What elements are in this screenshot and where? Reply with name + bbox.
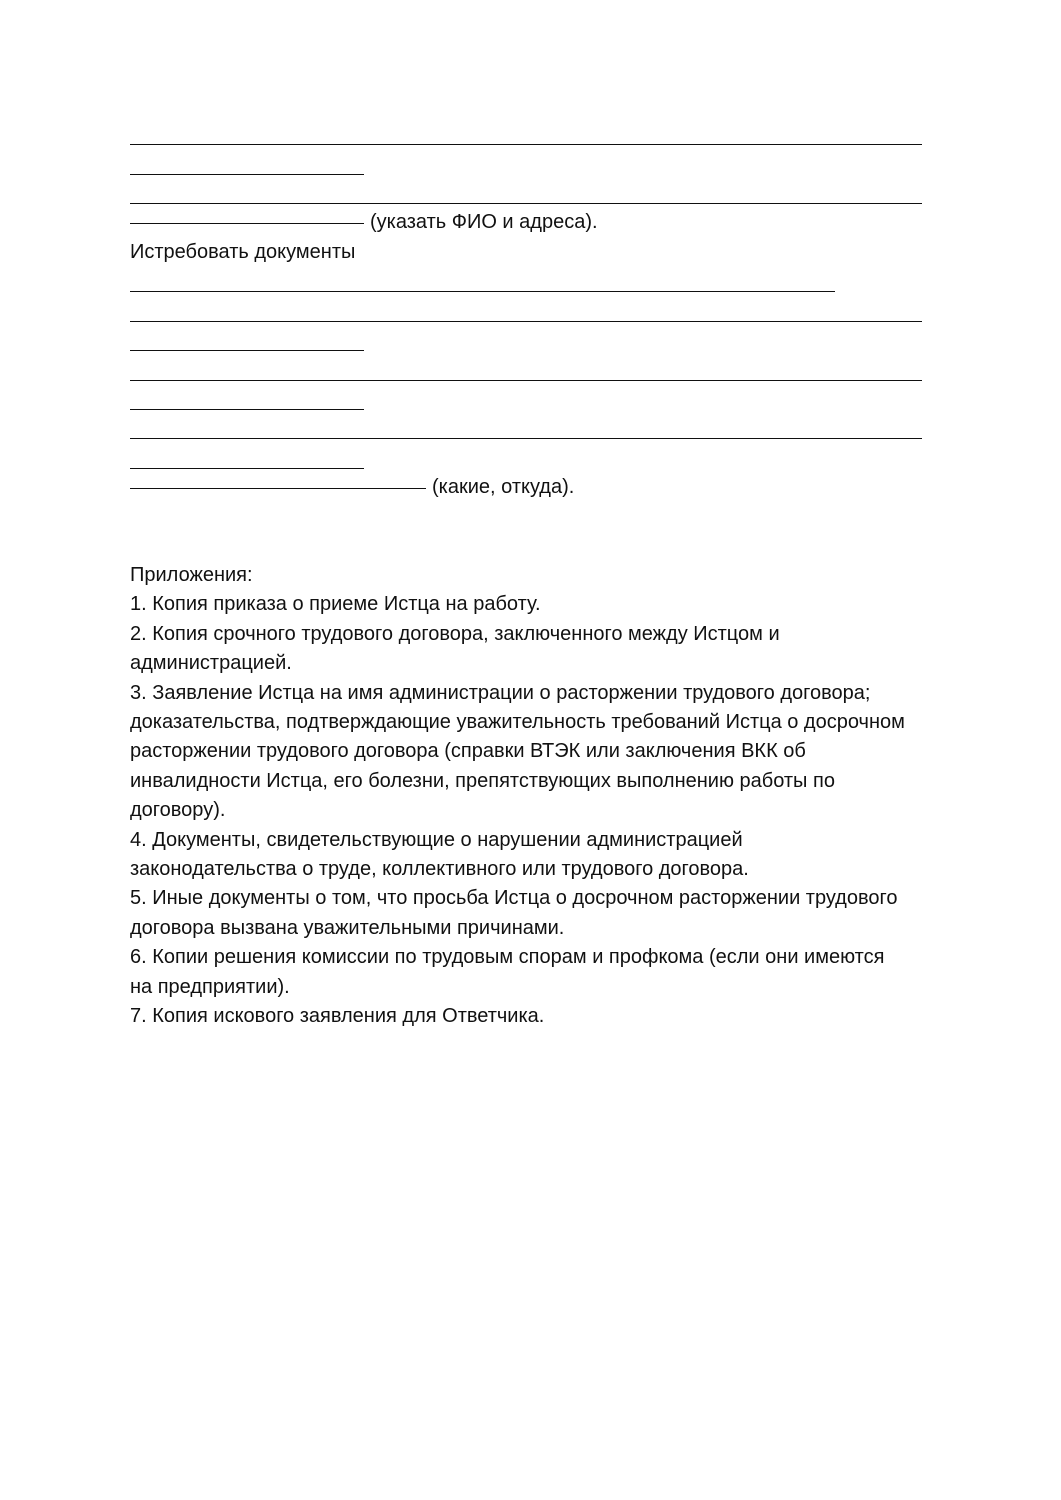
documents-note: (какие, откуда). [432, 475, 575, 498]
appendix-item: 6. Копии решения комиссии по трудовым спорам и профкома (если они имеются на предприятии). [130, 946, 885, 998]
blank-line [130, 174, 364, 175]
blank-line-row [130, 179, 930, 208]
appendix-item: 5. Иные документы о том, что просьба Истца о досрочном расторжении трудового договора вызвана уважительными причинами. [130, 887, 898, 939]
appendix-item: 3. Заявление Истца на имя администрации о расторжении трудового договора; доказательства, подтверждающие уважительность требований Истца о досрочном расторжении трудового договора (справки ВТЭК или заключения ВКК об инвалидности Истца, его болезни, препятствующих выполнению работы по договору). [130, 681, 905, 822]
blank-line [130, 144, 922, 145]
blank-line [130, 350, 364, 351]
blank-line [130, 203, 922, 204]
spacer [130, 502, 930, 561]
blank-line-row [130, 355, 930, 384]
blank-line [130, 409, 364, 410]
appendix-item: 1. Копия приказа о приеме Истца на работу. [130, 593, 541, 616]
blank-line [130, 488, 426, 489]
appendices-title: Приложения: [130, 563, 253, 586]
documents-field-row [130, 473, 930, 502]
blank-line-row [130, 120, 930, 149]
blank-line [130, 223, 364, 224]
blank-line-row [130, 149, 930, 178]
document-body [130, 120, 930, 1031]
persons-field-row [130, 208, 930, 237]
blank-line [130, 468, 364, 469]
blank-line [130, 380, 922, 381]
blank-line-row [130, 385, 930, 414]
blank-line [130, 291, 835, 292]
blank-line-row [130, 443, 930, 472]
blank-line-row [130, 326, 930, 355]
appendix-item: 4. Документы, свидетельствующие о нарушении администрацией законодательства о труде, коллективного или трудового договора. [130, 828, 749, 880]
blank-line [130, 438, 922, 439]
blank-line-row [130, 296, 930, 325]
blank-line [130, 321, 922, 322]
appendix-item: 7. Копия искового заявления для Ответчика. [130, 1005, 545, 1028]
blank-line-row [130, 414, 930, 443]
persons-note: (указать ФИО и адреса). [370, 211, 598, 234]
appendix-item: 2. Копия срочного трудового договора, заключенного между Истцом и администрацией. [130, 622, 780, 675]
blank-line-row [130, 267, 930, 296]
request-documents-label: Истребовать документы [130, 240, 356, 263]
